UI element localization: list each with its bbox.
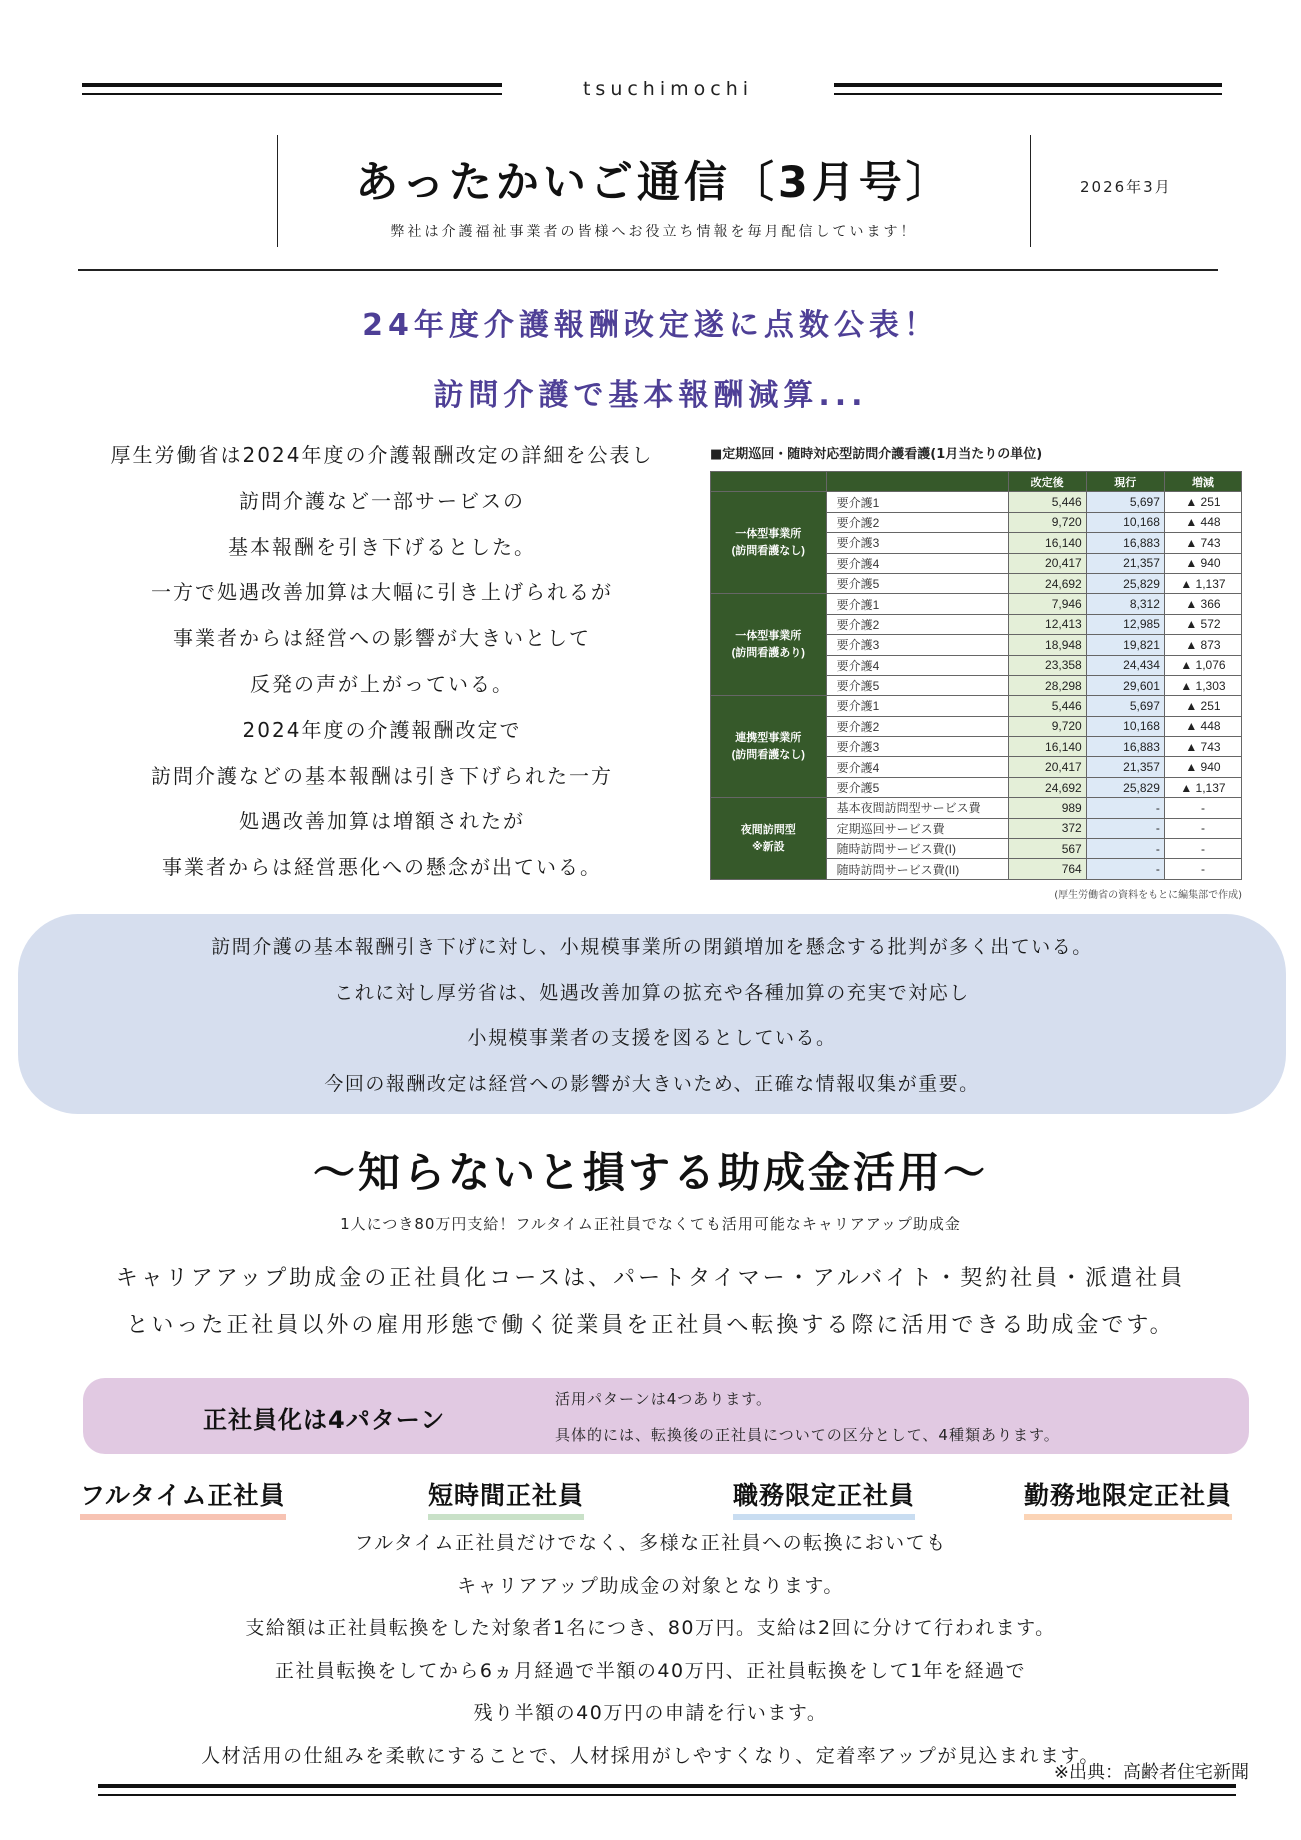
type-label: フルタイム正社員	[80, 1481, 286, 1510]
paragraph-line: 訪問介護などの基本報酬は引き下げられた一方	[151, 763, 613, 788]
article1-paragraph	[62, 440, 702, 898]
value-diff: -	[1164, 818, 1241, 838]
article2-body	[0, 1528, 1301, 1783]
callout-line: 具体的には、転換後の正社員についての区分として、4種類あります。	[555, 1426, 1060, 1444]
row-label: 要介護4	[826, 655, 1008, 675]
value-current: 12,985	[1086, 614, 1164, 634]
value-diff: -	[1164, 839, 1241, 859]
paragraph-line: 処遇改善加算は増額されたが	[239, 809, 525, 834]
group-label	[711, 798, 827, 880]
source-citation: ※出典：高齢者住宅新聞	[1053, 1762, 1249, 1783]
value-after: 18,948	[1008, 635, 1086, 655]
value-diff: ▲ 366	[1164, 594, 1241, 614]
paragraph-line: 2024年度の介護報酬改定で	[242, 717, 522, 742]
row-label: 要介護3	[826, 737, 1008, 757]
masthead-rule-left	[82, 83, 502, 97]
header-divider	[78, 269, 1218, 271]
row-label: 要介護3	[826, 635, 1008, 655]
underline-bar	[428, 1514, 584, 1520]
value-diff: ▲ 1,076	[1164, 655, 1241, 675]
value-diff: ▲ 251	[1164, 696, 1241, 716]
value-after: 9,720	[1008, 716, 1086, 736]
value-after: 764	[1008, 859, 1086, 879]
care-fee-table	[710, 471, 1242, 880]
employee-types	[0, 1476, 1301, 1526]
body-line: 正社員転換をしてから6ヵ月経過で半額の40万円、正社員転換をして1年を経過で	[274, 1659, 1027, 1682]
value-after: 7,946	[1008, 594, 1086, 614]
value-after: 372	[1008, 818, 1086, 838]
group-label-line1: 一体型事業所	[735, 527, 802, 540]
value-after: 989	[1008, 798, 1086, 818]
row-label: 要介護1	[826, 492, 1008, 512]
value-diff: ▲ 1,303	[1164, 675, 1241, 695]
group-label-line2: (訪問看護なし)	[731, 748, 805, 761]
value-after: 20,417	[1008, 553, 1086, 573]
body-line: 支給額は正社員転換をした対象者1名につき、80万円。支給は2回に分けて行われます。	[245, 1617, 1056, 1639]
table-row	[711, 798, 1242, 818]
issue-date: 2026年3月	[1080, 178, 1172, 196]
group-label-line2: ※新設	[751, 840, 785, 853]
article1-headline-line2: 訪問介護で基本報酬減算...	[433, 378, 868, 413]
body-line: 人材活用の仕組みを柔軟にすることで、人材採用がしやすくなり、定着率アップが見込まれます。	[201, 1744, 1100, 1767]
table-header-row	[711, 472, 1242, 492]
value-diff: -	[1164, 798, 1241, 818]
table-row	[711, 492, 1242, 512]
article2-intro	[0, 1262, 1301, 1356]
paragraph-line: 事業者からは経営への影響が大きいとして	[173, 626, 591, 651]
summary-line: 小規模事業者の支援を図るとしている。	[467, 1027, 837, 1049]
row-label: 随時訪問サービス費(II)	[826, 859, 1008, 879]
body-line: フルタイム正社員だけでなく、多様な正社員への転換においても	[354, 1532, 947, 1554]
value-after: 16,140	[1008, 533, 1086, 553]
intro-line: キャリアアップ助成金の正社員化コースは、パートタイマー・アルバイト・契約社員・派遣社員	[115, 1266, 1186, 1291]
summary-bubble	[18, 914, 1286, 1114]
header-diff: 増減	[1164, 472, 1241, 492]
paragraph-line: 厚生労働省は2024年度の介護報酬改定の詳細を公表し	[110, 443, 654, 467]
value-diff: ▲ 572	[1164, 614, 1241, 634]
callout-line: 活用パターンは4つあります。	[555, 1390, 773, 1408]
summary-line: 今回の報酬改定は経営への影響が大きいため、正確な情報収集が重要。	[324, 1072, 980, 1095]
body-line: 残り半額の40万円の申請を行います。	[473, 1702, 828, 1724]
value-diff: -	[1164, 859, 1241, 879]
group-label-line2: (訪問看護なし)	[731, 544, 805, 557]
header-current: 現行	[1086, 472, 1164, 492]
value-diff: ▲ 940	[1164, 553, 1241, 573]
value-current: 16,883	[1086, 737, 1164, 757]
paragraph-line: 一方で処遇改善加算は大幅に引き上げられるが	[151, 580, 613, 605]
row-label: 要介護1	[826, 696, 1008, 716]
table-row	[711, 594, 1242, 614]
value-after: 5,446	[1008, 696, 1086, 716]
paragraph-line: 事業者からは経営悪化への懸念が出ている。	[162, 855, 602, 880]
care-fee-table-figure	[710, 445, 1250, 901]
newsletter-subtitle: 弊社は介護福祉事業者の皆様へお役立ち情報を毎月配信しています！	[390, 224, 918, 240]
row-label: 要介護2	[826, 716, 1008, 736]
value-current: -	[1086, 859, 1164, 879]
type-label: 勤務地限定正社員	[1024, 1481, 1233, 1510]
summary-line: 訪問介護の基本報酬引き下げに対し、小規模事業所の閉鎖増加を懸念する批判が多く出ている。	[211, 936, 1093, 958]
row-label: 基本夜間訪問型サービス費	[826, 798, 1008, 818]
value-diff: ▲ 743	[1164, 737, 1241, 757]
row-label: 要介護5	[826, 675, 1008, 695]
type-fulltime	[80, 1476, 286, 1512]
value-current: -	[1086, 798, 1164, 818]
group-label-line2: (訪問看護あり)	[731, 646, 805, 659]
article1-headline-line1: 24年度介護報酬改定遂に点数公表！	[362, 308, 939, 343]
value-after: 23,358	[1008, 655, 1086, 675]
value-diff: ▲ 873	[1164, 635, 1241, 655]
footer-rule	[98, 1784, 1236, 1798]
value-after: 28,298	[1008, 675, 1086, 695]
value-diff: ▲ 251	[1164, 492, 1241, 512]
row-label: 要介護4	[826, 553, 1008, 573]
row-label: 要介護4	[826, 757, 1008, 777]
value-current: 29,601	[1086, 675, 1164, 695]
value-diff: ▲ 448	[1164, 716, 1241, 736]
brand-name: tsuchimochi	[582, 78, 754, 100]
group-label-line1: 連携型事業所	[735, 731, 802, 744]
type-label: 短時間正社員	[428, 1481, 585, 1510]
row-label: 要介護2	[826, 512, 1008, 532]
value-current: 5,697	[1086, 696, 1164, 716]
value-current: 25,829	[1086, 777, 1164, 797]
group-label	[711, 696, 827, 798]
value-current: 21,357	[1086, 553, 1164, 573]
underline-bar	[733, 1514, 915, 1520]
paragraph-line: 訪問介護など一部サービスの	[239, 488, 525, 513]
group-label-line1: 一体型事業所	[735, 629, 802, 642]
row-label: 要介護2	[826, 614, 1008, 634]
value-after: 567	[1008, 839, 1086, 859]
header-item	[826, 472, 1008, 492]
callout-title: 正社員化は4パターン	[203, 1406, 446, 1434]
value-current: -	[1086, 839, 1164, 859]
value-current: 8,312	[1086, 594, 1164, 614]
type-job-limited	[733, 1476, 915, 1512]
summary-line: これに対し厚労省は、処遇改善加算の拡充や各種加算の充実で対応し	[334, 981, 970, 1004]
value-diff: ▲ 1,137	[1164, 777, 1241, 797]
header-group	[711, 472, 827, 492]
newsletter-title: あったかいご通信〔3月号〕	[355, 158, 953, 208]
value-current: 5,697	[1086, 492, 1164, 512]
type-label: 職務限定正社員	[733, 1481, 916, 1510]
type-location-limited	[1024, 1476, 1232, 1512]
value-current: 10,168	[1086, 716, 1164, 736]
value-current: 19,821	[1086, 635, 1164, 655]
article2-subheadline: 1人につき80万円支給！フルタイム正社員でなくても活用可能なキャリアアップ助成金	[340, 1215, 961, 1233]
underline-bar	[80, 1514, 286, 1520]
value-current: 16,883	[1086, 533, 1164, 553]
type-short-hours	[428, 1476, 584, 1512]
title-box	[277, 135, 1031, 247]
value-after: 16,140	[1008, 737, 1086, 757]
intro-line: といった正社員以外の雇用形態で働く従業員を正社員へ転換する際に活用できる助成金です。	[126, 1313, 1175, 1338]
group-label	[711, 594, 827, 696]
masthead	[82, 78, 1222, 102]
value-after: 24,692	[1008, 777, 1086, 797]
row-label: 要介護5	[826, 573, 1008, 593]
value-diff: ▲ 743	[1164, 533, 1241, 553]
value-after: 24,692	[1008, 573, 1086, 593]
table-row	[711, 696, 1242, 716]
group-label	[711, 492, 827, 594]
masthead-rule-right	[834, 83, 1222, 97]
patterns-callout	[83, 1378, 1249, 1454]
underline-bar	[1024, 1514, 1232, 1520]
table-source-note: (厚生労働省の資料をもとに編集部で作成)	[1054, 889, 1242, 901]
value-current: 25,829	[1086, 573, 1164, 593]
value-current: 24,434	[1086, 655, 1164, 675]
paragraph-line: 基本報酬を引き下げるとした。	[228, 534, 536, 559]
value-current: 10,168	[1086, 512, 1164, 532]
value-after: 20,417	[1008, 757, 1086, 777]
row-label: 要介護1	[826, 594, 1008, 614]
row-label: 随時訪問サービス費(I)	[826, 839, 1008, 859]
value-current: 21,357	[1086, 757, 1164, 777]
value-after: 12,413	[1008, 614, 1086, 634]
value-diff: ▲ 1,137	[1164, 573, 1241, 593]
group-label-line1: 夜間訪問型	[740, 823, 796, 836]
row-label: 要介護3	[826, 533, 1008, 553]
value-diff: ▲ 940	[1164, 757, 1241, 777]
header-after: 改定後	[1008, 472, 1086, 492]
paragraph-line: 反発の声が上がっている。	[250, 671, 514, 696]
article2-headline: ～知らないと損する助成金活用～	[312, 1148, 988, 1197]
row-label: 定期巡回サービス費	[826, 818, 1008, 838]
table-caption: ■定期巡回・随時対応型訪問介護看護(1月当たりの単位)	[710, 447, 1043, 462]
value-diff: ▲ 448	[1164, 512, 1241, 532]
value-after: 5,446	[1008, 492, 1086, 512]
body-line: キャリアアップ助成金の対象となります。	[457, 1574, 844, 1597]
value-after: 9,720	[1008, 512, 1086, 532]
row-label: 要介護5	[826, 777, 1008, 797]
value-current: -	[1086, 818, 1164, 838]
